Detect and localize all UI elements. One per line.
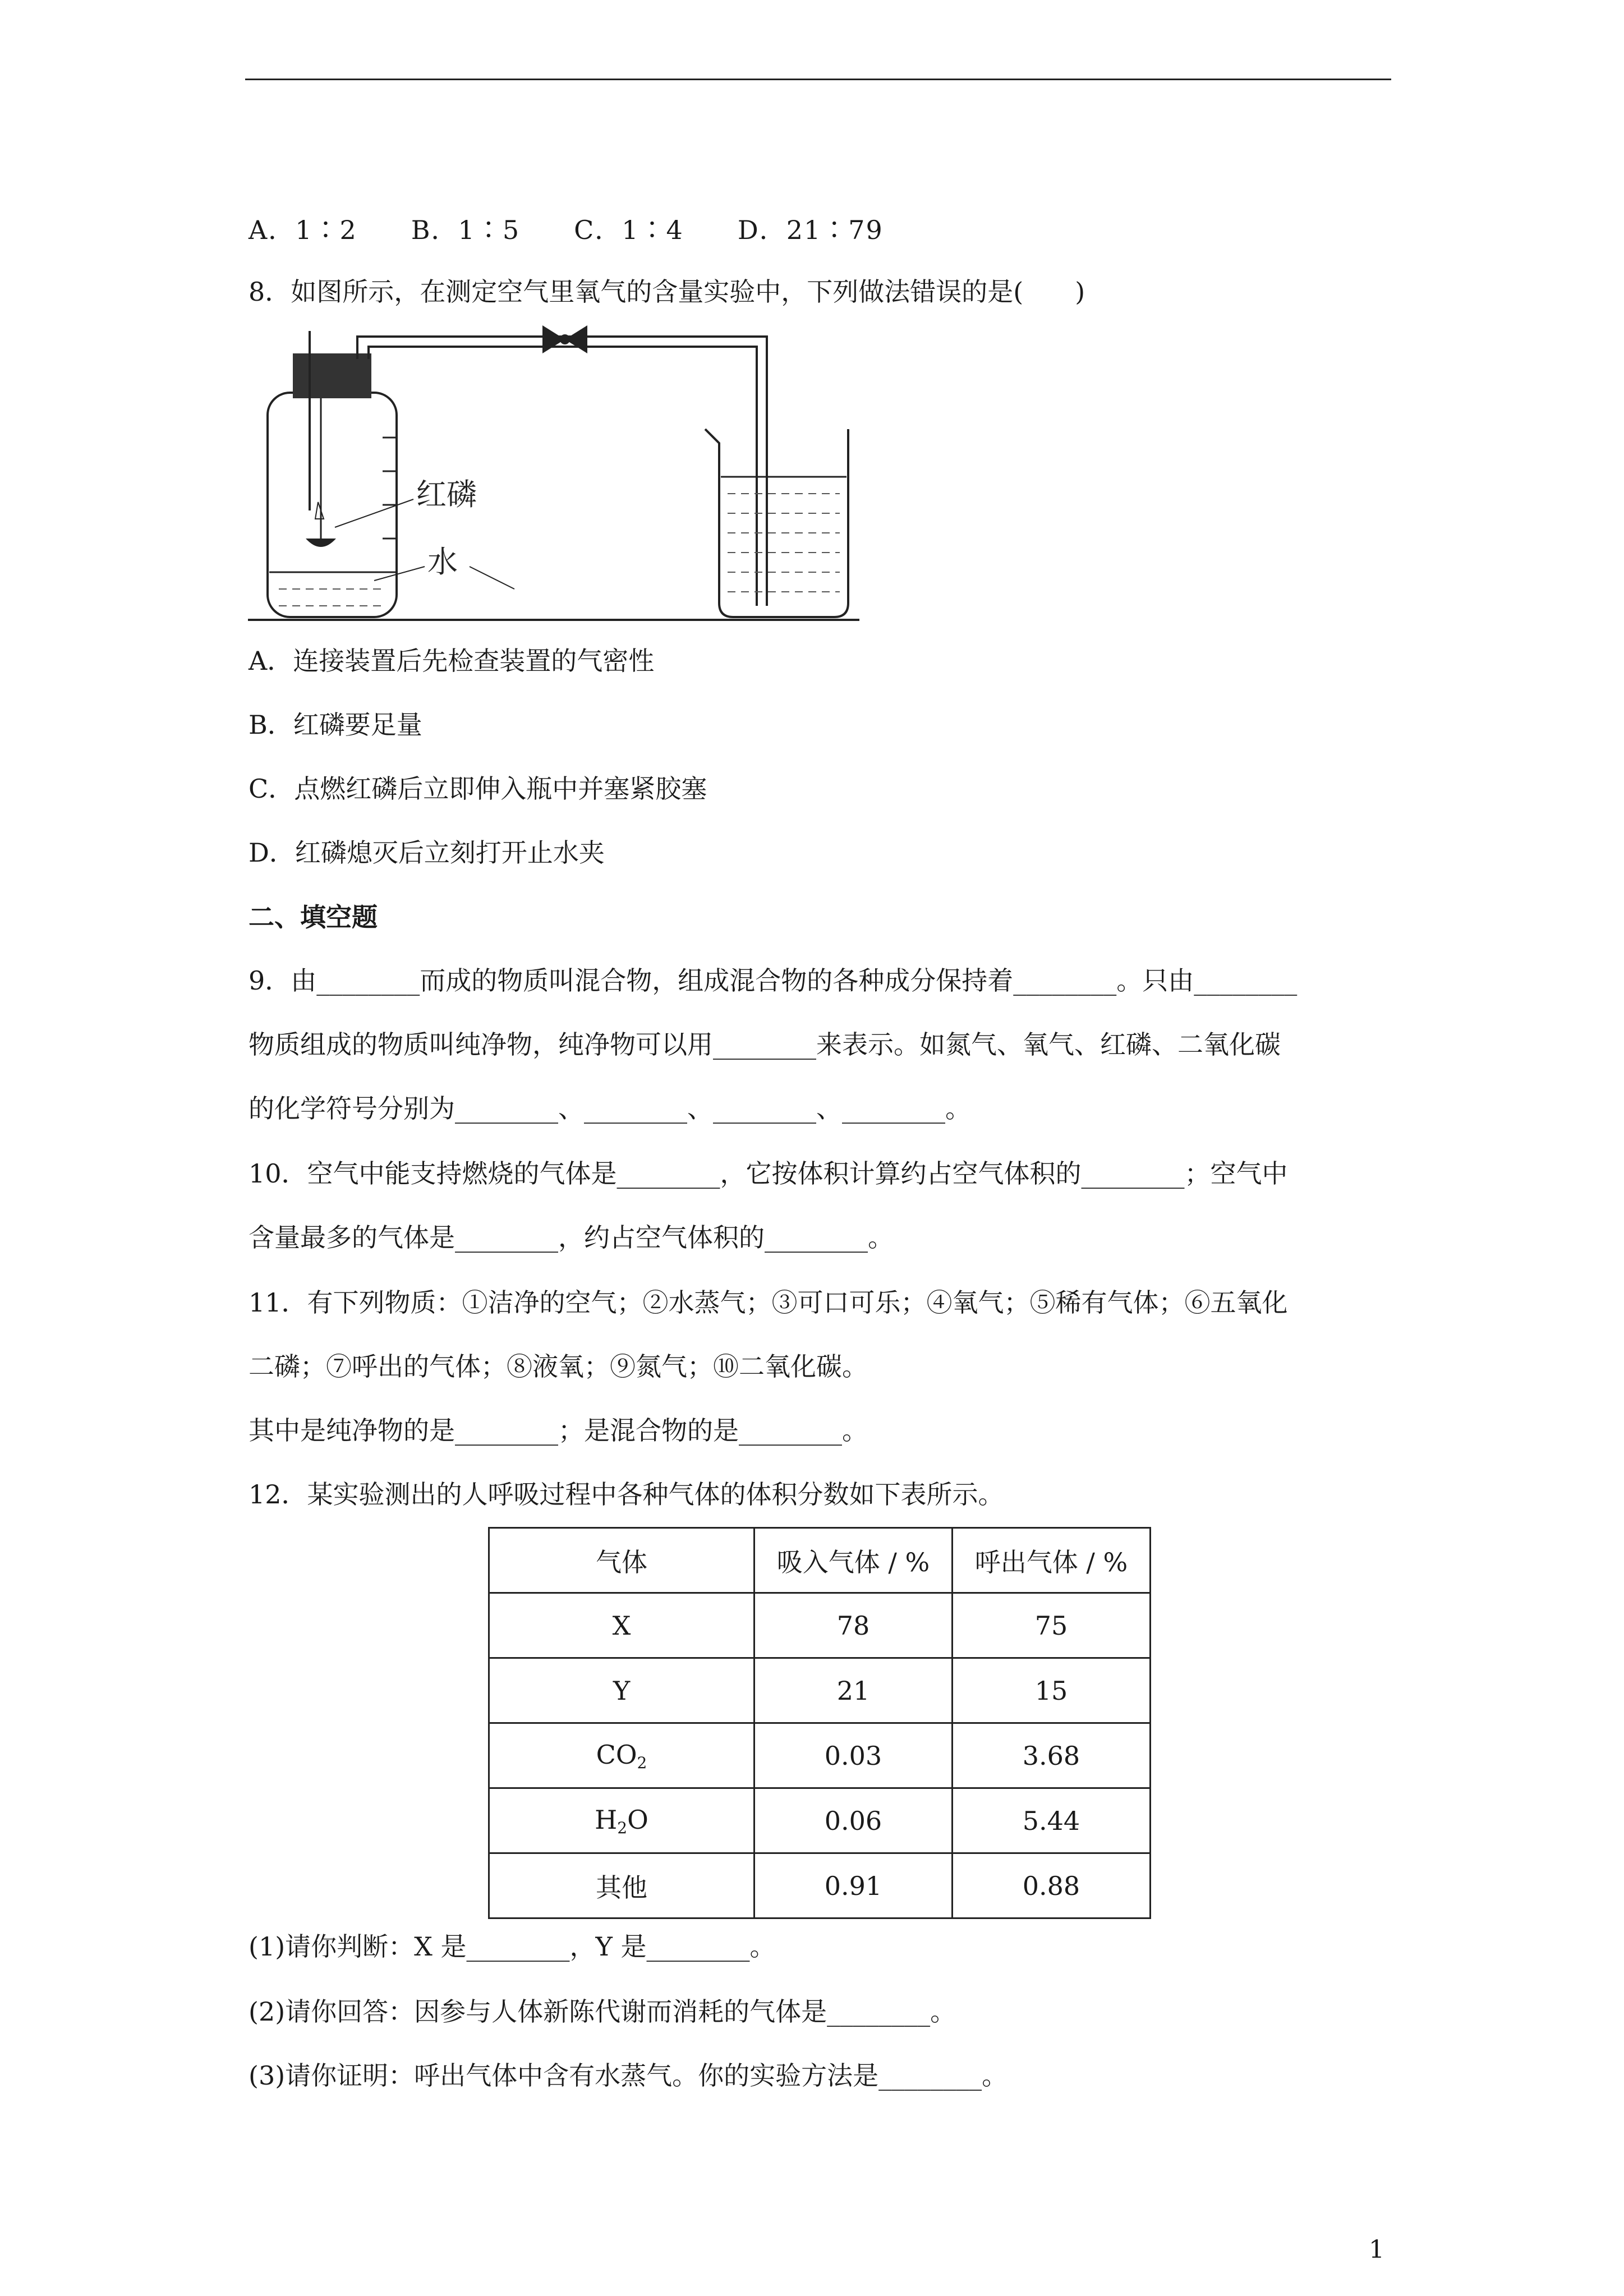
table-cell: 21 (755, 1658, 953, 1723)
label-red-phosphorus: 红磷 (416, 477, 477, 512)
combustion-spoon (306, 539, 336, 547)
table-row (489, 1853, 1151, 1918)
table-header-cell: 吸入气体 / % (755, 1528, 953, 1593)
q12-sub-3: (3)请你证明：呼出气体中含有水蒸气。你的实验方法是________。 (249, 2060, 1008, 2091)
table-cell: 75 (953, 1593, 1151, 1658)
table-cell: Y (489, 1658, 755, 1723)
q9-line-3: 的化学符号分别为________、________、________、________。 (249, 1093, 971, 1124)
q12-sub-1: (1)请你判断：X 是________，Y 是________。 (249, 1931, 776, 1962)
q8-option-a: A．连接装置后先检查装置的气密性 (249, 646, 655, 676)
q11-line-3: 其中是纯净物的是________；是混合物的是________。 (249, 1415, 868, 1446)
page-number: 1 (1369, 2235, 1384, 2264)
q8-option-d: D．红磷熄灭后立刻打开止水夹 (249, 838, 605, 868)
table-header-cell: 呼出气体 / % (953, 1528, 1151, 1593)
table-row (489, 1658, 1151, 1723)
table-cell: 0.03 (755, 1723, 953, 1788)
table-cell: 3.68 (953, 1723, 1151, 1788)
table-cell-co2: $CO_2$ (489, 1723, 755, 1788)
q12-stem: 12．某实验测出的人呼吸过程中各种气体的体积分数如下表所示。 (249, 1479, 1004, 1510)
table-cell: 0.88 (953, 1853, 1151, 1918)
section-title: 二、填空题 (249, 902, 378, 932)
q10-line-2: 含量最多的气体是________，约占空气体积的________。 (249, 1222, 894, 1253)
table-cell: 0.06 (755, 1788, 953, 1853)
table-cell: 其他 (489, 1853, 755, 1918)
table-cell: 5.44 (953, 1788, 1151, 1853)
q10-line-1: 10．空气中能支持燃烧的气体是________，它按体积计算约占空气体积的________；空气中 (249, 1158, 1288, 1189)
table-cell: X (489, 1593, 755, 1658)
q8-option-c: C．点燃红磷后立即伸入瓶中并塞紧胶塞 (249, 774, 707, 804)
q11-line-1: 11．有下列物质：①洁净的空气；②水蒸气；③可口可乐；④氧气；⑤稀有气体；⑥五氧化 (249, 1287, 1288, 1318)
table-row (489, 1723, 1151, 1788)
q9-line-1: 9．由________而成的物质叫混合物，组成混合物的各种成分保持着________。只由________ (249, 965, 1298, 996)
table-cell: 0.91 (755, 1853, 953, 1918)
collecting-jar (268, 393, 397, 617)
q7-options: A．1∶2 B．1∶5 C．1∶4 D．21∶79 (249, 215, 884, 245)
table-row (489, 1593, 1151, 1658)
rubber-stopper (293, 353, 371, 398)
table-header-row (489, 1528, 1151, 1593)
header-rule (245, 79, 1391, 80)
label-water: 水 (427, 544, 458, 579)
gas-table (488, 1527, 1151, 1919)
clamp-icon (542, 325, 587, 353)
q9-line-2: 物质组成的物质叫纯净物，纯净物可以用________来表示。如氮气、氧气、红磷、二氧化碳 (249, 1029, 1281, 1060)
q12-sub-2: (2)请你回答：因参与人体新陈代谢而消耗的气体是________。 (249, 1996, 956, 2027)
beaker (705, 429, 848, 617)
table-cell: 15 (953, 1658, 1151, 1723)
connecting-tube (357, 337, 767, 606)
q8-stem: 8．如图所示，在测定空气里氧气的含量实验中，下列做法错误的是( ) (249, 277, 1085, 307)
table-cell-h2o: $H_2O$ (489, 1788, 755, 1853)
apparatus-figure (245, 325, 868, 628)
table-header-cell: 气体 (489, 1528, 755, 1593)
q11-line-2: 二磷；⑦呼出的气体；⑧液氧；⑨氮气；⑩二氧化碳。 (249, 1351, 868, 1382)
table-cell: 78 (755, 1593, 953, 1658)
q8-option-b: B．红磷要足量 (249, 710, 422, 740)
table-row (489, 1788, 1151, 1853)
